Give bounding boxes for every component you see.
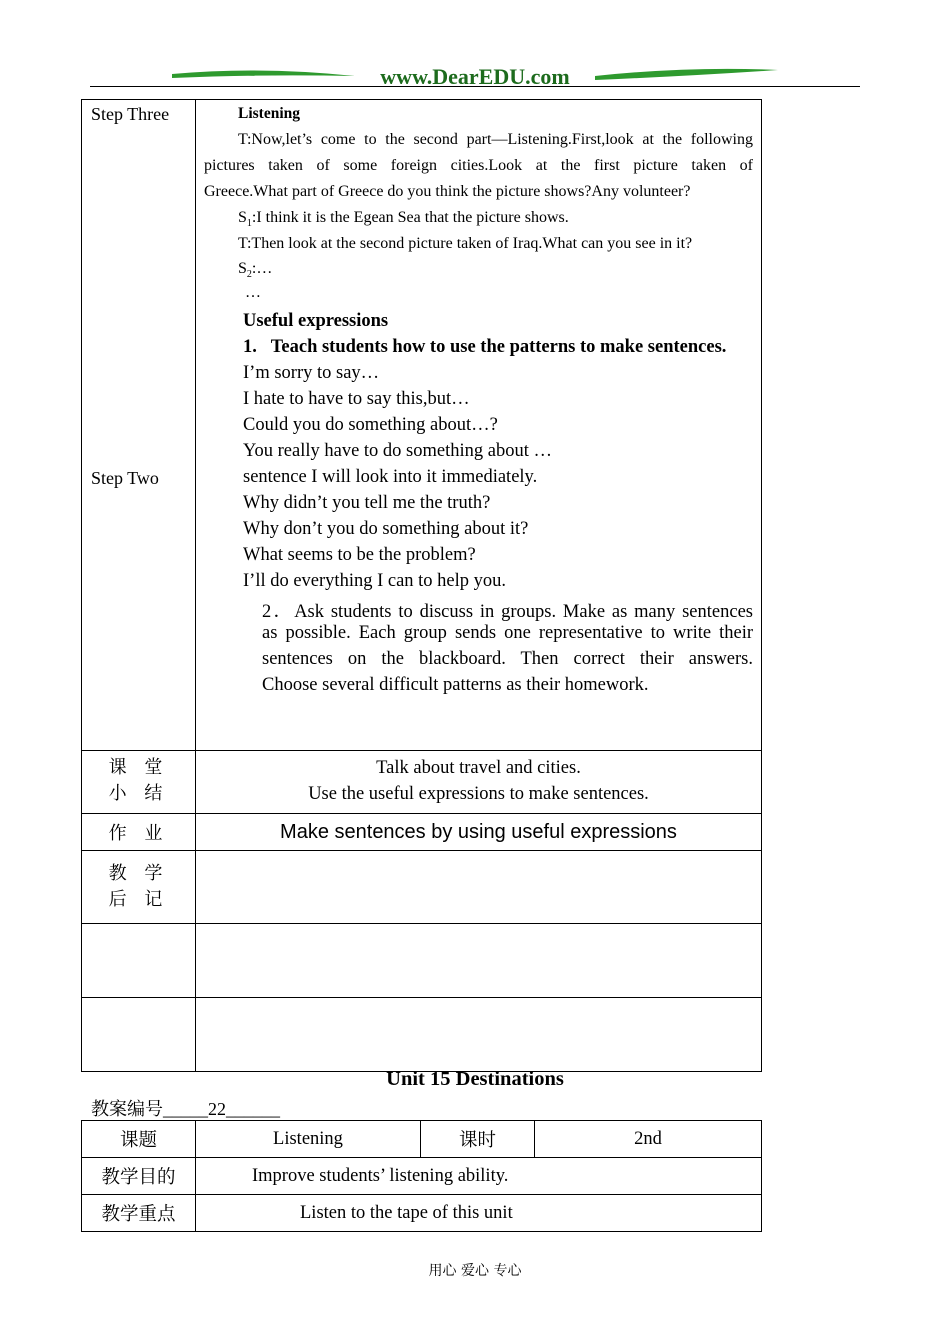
header-rule [90,86,860,87]
step-two-label: Step Two [91,468,159,488]
expression-item: sentence I will look into it immediately. [243,467,538,487]
goal-label: 教学目的 [82,1158,196,1195]
expression-item: What seems to be the problem? [243,545,476,565]
period-label: 课时 [421,1121,535,1158]
student-text: :… [251,260,273,277]
ask-line: as possible. Each group sends one representative to write their [262,623,753,643]
focus-value: Listen to the tape of this unit [196,1195,762,1232]
notes-label: 后 记 [108,889,169,910]
plan-number [91,1095,280,1121]
info-table [81,1120,762,1232]
empty-row [82,924,762,998]
empty-row [82,998,762,1072]
lesson-table [81,99,762,1072]
student-text: :I think it is the Egean Sea that the picture shows. [251,209,569,226]
summary-label: 小 结 [108,783,169,804]
plan-number-label: 教案编号 [91,1099,163,1120]
homework-label-cell [82,814,196,851]
step-three-label: Step Three [91,104,170,124]
student-line [238,209,569,229]
summary-line: Talk about travel and cities. [376,758,581,778]
lesson-content [196,100,761,750]
info-row [82,1158,762,1195]
unit-title: Unit 15 Destinations [386,1068,564,1090]
teach-text: Teach students how to use the patterns to make sentences. [270,337,727,357]
expression-item: I hate to have to say this,but… [243,389,470,409]
notes-label-cell [82,851,196,924]
useful-expressions-heading: Useful expressions [243,311,389,331]
ellipsis: … [245,284,261,301]
teach-item [243,337,726,358]
footer-text: 用心 爱心 专心 [428,1263,522,1279]
empty-cell [82,998,196,1072]
expression-item: Why don’t you do something about it? [243,519,529,539]
speaker-subscript: 1 [246,218,252,230]
empty-cell [196,998,762,1072]
teach-number: 1. [243,337,257,357]
info-row [82,1121,762,1158]
expression-item: Why didn’t you tell me the truth? [243,493,491,513]
ask-line: Choose several difficult patterns as their homework. [262,675,649,695]
homework-label: 作 业 [108,823,169,844]
empty-cell [82,924,196,998]
period-value: 2nd [535,1121,762,1158]
teacher-line: T:Then look at the second picture taken of Iraq.What can you see in it? [238,235,693,252]
summary-row [82,751,762,814]
summary-label: 课 堂 [108,757,169,778]
summary-label-cell [82,751,196,814]
teacher-line: T:Now,let’s come to the second part—Listening.First,look at the following [238,131,753,148]
logo-right-swoosh [595,69,778,80]
student-line [238,260,272,280]
teacher-line: pictures taken of some foreign cities.Look at the first picture taken of [204,157,753,174]
goal-value: Improve students’ listening ability. [196,1158,762,1195]
notes-row [82,851,762,924]
logo-left-swoosh [172,70,355,78]
listening-heading: Listening [238,105,301,122]
speaker-s: S [238,260,247,277]
teacher-line: Greece.What part of Greece do you think the picture shows?Any volunteer? [204,183,691,200]
notes-content-cell [196,851,762,924]
homework-row [82,814,762,851]
expression-item: You really have to do something about … [243,441,552,461]
notes-label: 教 学 [108,863,169,884]
logo-text: www.DearEDU.com [380,64,570,89]
topic-label: 课题 [82,1121,196,1158]
speaker-s: S [238,209,247,226]
speaker-subscript: 2 [246,269,252,281]
empty-cell [196,924,762,998]
expression-item: Could you do something about…? [243,415,498,435]
lesson-content-cell [196,100,762,751]
lesson-row [82,100,762,751]
ask-line: sentences on the blackboard. Then correct their answers. [262,649,753,669]
summary-content-cell [196,751,762,814]
focus-label: 教学重点 [82,1195,196,1232]
info-row [82,1195,762,1232]
summary-line: Use the useful expressions to make sentences. [308,784,649,804]
homework-content-cell [196,814,762,851]
plan-number-value: _____22______ [163,1099,280,1119]
expression-item: I’ll do everything I can to help you. [243,571,507,591]
step-label-cell [82,100,196,751]
homework-text: Make sentences by using useful expressions [280,820,677,843]
topic-value: Listening [196,1121,421,1158]
ask-line: 2．Ask students to discuss in groups. Make as many sentences [262,602,753,622]
expression-item: I’m sorry to say… [243,363,380,383]
